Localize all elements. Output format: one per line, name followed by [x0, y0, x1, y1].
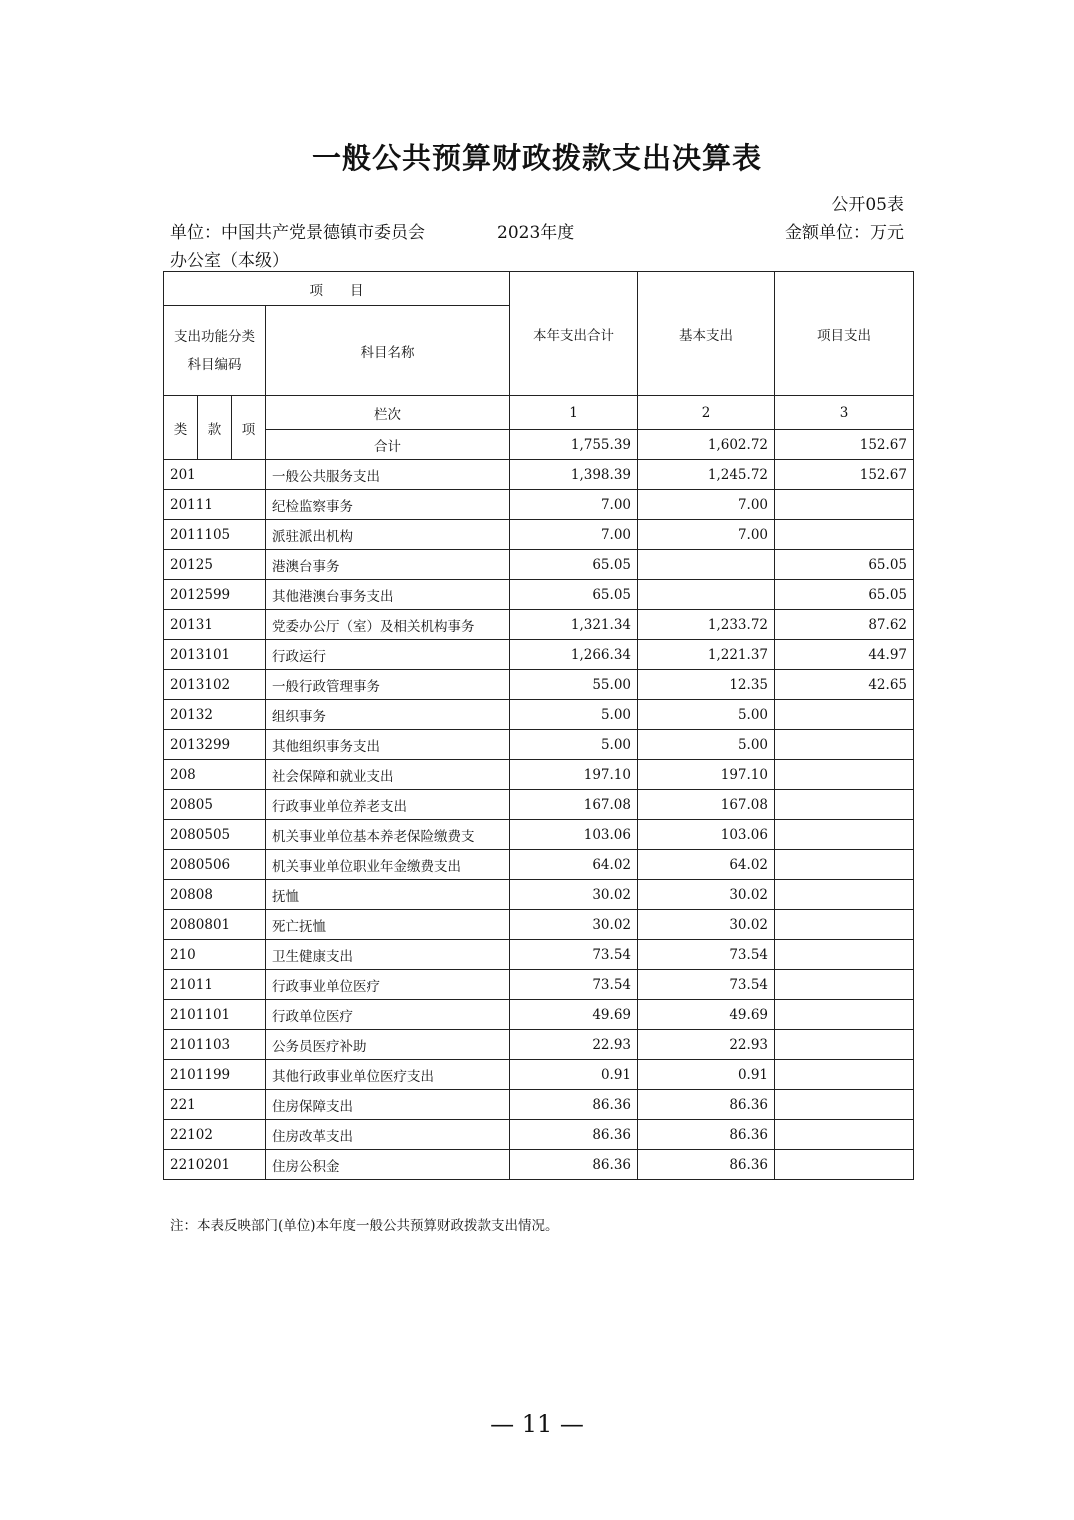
row-project [775, 940, 914, 970]
table-row [164, 520, 914, 550]
row-total: 1,266.34 [510, 640, 638, 670]
row-code: 210 [164, 940, 266, 970]
table-row [164, 910, 914, 940]
row-name: 行政事业单位养老支出 [266, 790, 510, 820]
header-project: 项 目 [164, 272, 510, 306]
table-code: 公开05表 [831, 195, 904, 215]
row-code: 2013101 [164, 640, 266, 670]
table-row [164, 760, 914, 790]
row-code: 208 [164, 760, 266, 790]
row-name: 其他组织事务支出 [266, 730, 510, 760]
row-basic: 49.69 [638, 1000, 775, 1030]
row-total: 73.54 [510, 970, 638, 1000]
header-project-exp: 项目支出 [775, 272, 914, 396]
row-basic: 86.36 [638, 1120, 775, 1150]
row-basic: 22.93 [638, 1030, 775, 1060]
sum-project: 152.67 [775, 430, 914, 460]
row-code: 2012599 [164, 580, 266, 610]
row-basic: 73.54 [638, 940, 775, 970]
row-name: 社会保障和就业支出 [266, 760, 510, 790]
row-total: 73.54 [510, 940, 638, 970]
row-project [775, 730, 914, 760]
money-unit-label: 金额单位：万元 [785, 223, 904, 243]
header-col2: 2 [638, 396, 775, 430]
row-basic: 167.08 [638, 790, 775, 820]
row-project [775, 910, 914, 940]
row-total: 7.00 [510, 520, 638, 550]
row-name: 住房保障支出 [266, 1090, 510, 1120]
row-basic: 5.00 [638, 700, 775, 730]
table-row [164, 940, 914, 970]
row-code: 21011 [164, 970, 266, 1000]
row-basic: 1,245.72 [638, 460, 775, 490]
row-code: 22102 [164, 1120, 266, 1150]
row-code: 2210201 [164, 1150, 266, 1180]
row-project: 87.62 [775, 610, 914, 640]
sum-label: 合计 [266, 430, 510, 460]
row-name: 行政单位医疗 [266, 1000, 510, 1030]
page-number: — 11 — [490, 1410, 584, 1438]
row-code: 221 [164, 1090, 266, 1120]
table-row [164, 610, 914, 640]
table-row [164, 850, 914, 880]
row-project [775, 880, 914, 910]
table-row [164, 1090, 914, 1120]
row-project [775, 520, 914, 550]
row-code: 2013299 [164, 730, 266, 760]
table-row [164, 700, 914, 730]
table-row [164, 460, 914, 490]
row-basic: 7.00 [638, 520, 775, 550]
row-project [775, 490, 914, 520]
header-col3: 3 [775, 396, 914, 430]
row-code: 2011105 [164, 520, 266, 550]
row-project [775, 790, 914, 820]
header-func-code [164, 306, 266, 396]
header-lei: 类 [164, 396, 198, 460]
row-total: 103.06 [510, 820, 638, 850]
row-code: 20125 [164, 550, 266, 580]
row-project: 65.05 [775, 580, 914, 610]
row-basic: 73.54 [638, 970, 775, 1000]
row-project [775, 850, 914, 880]
row-total: 65.05 [510, 580, 638, 610]
row-name: 其他行政事业单位医疗支出 [266, 1060, 510, 1090]
row-project [775, 1030, 914, 1060]
row-project [775, 760, 914, 790]
footnote: 注：本表反映部门(单位)本年度一般公共预算财政拨款支出情况。 [170, 1218, 559, 1234]
row-basic: 0.91 [638, 1060, 775, 1090]
header-basic: 基本支出 [638, 272, 775, 396]
row-name: 住房改革支出 [266, 1120, 510, 1150]
row-total: 49.69 [510, 1000, 638, 1030]
row-basic: 64.02 [638, 850, 775, 880]
row-name: 其他港澳台事务支出 [266, 580, 510, 610]
table-row [164, 1030, 914, 1060]
row-name: 一般行政管理事务 [266, 670, 510, 700]
row-total: 86.36 [510, 1120, 638, 1150]
table-row [164, 490, 914, 520]
page-title: 一般公共预算财政拨款支出决算表 [311, 141, 762, 175]
table-row [164, 670, 914, 700]
header-column-order: 栏次 [266, 396, 510, 430]
row-total: 86.36 [510, 1150, 638, 1180]
row-project: 65.05 [775, 550, 914, 580]
row-code: 2101103 [164, 1030, 266, 1060]
header-col1: 1 [510, 396, 638, 430]
row-name: 港澳台事务 [266, 550, 510, 580]
row-basic: 86.36 [638, 1090, 775, 1120]
row-total: 22.93 [510, 1030, 638, 1060]
row-code: 20805 [164, 790, 266, 820]
row-total: 1,398.39 [510, 460, 638, 490]
sum-total: 1,755.39 [510, 430, 638, 460]
row-project: 44.97 [775, 640, 914, 670]
row-name: 住房公积金 [266, 1150, 510, 1180]
sum-basic: 1,602.72 [638, 430, 775, 460]
table-row [164, 1060, 914, 1090]
row-name: 公务员医疗补助 [266, 1030, 510, 1060]
row-project [775, 1150, 914, 1180]
row-total: 0.91 [510, 1060, 638, 1090]
unit-label: 单位：中国共产党景德镇市委员会 [170, 223, 425, 243]
row-total: 197.10 [510, 760, 638, 790]
table-row [164, 640, 914, 670]
table-row [164, 1120, 914, 1150]
row-project: 42.65 [775, 670, 914, 700]
row-code: 20132 [164, 700, 266, 730]
row-name: 一般公共服务支出 [266, 460, 510, 490]
row-basic: 7.00 [638, 490, 775, 520]
unit-label-line2: 办公室（本级） [170, 251, 289, 271]
row-name: 派驻派出机构 [266, 520, 510, 550]
row-code: 2080505 [164, 820, 266, 850]
row-basic: 30.02 [638, 880, 775, 910]
row-code: 2080801 [164, 910, 266, 940]
row-code: 201 [164, 460, 266, 490]
row-basic: 103.06 [638, 820, 775, 850]
row-name: 抚恤 [266, 880, 510, 910]
row-project [775, 970, 914, 1000]
row-project [775, 1120, 914, 1150]
row-basic [638, 580, 775, 610]
row-name: 组织事务 [266, 700, 510, 730]
row-total: 30.02 [510, 880, 638, 910]
row-name: 党委办公厅（室）及相关机构事务 [266, 610, 510, 640]
row-code: 2101101 [164, 1000, 266, 1030]
year-label: 2023年度 [497, 223, 575, 243]
row-basic: 197.10 [638, 760, 775, 790]
row-name: 卫生健康支出 [266, 940, 510, 970]
row-basic: 5.00 [638, 730, 775, 760]
row-total: 5.00 [510, 730, 638, 760]
row-name: 行政事业单位医疗 [266, 970, 510, 1000]
row-code: 2101199 [164, 1060, 266, 1090]
row-project: 152.67 [775, 460, 914, 490]
row-code: 20131 [164, 610, 266, 640]
row-total: 65.05 [510, 550, 638, 580]
row-total: 1,321.34 [510, 610, 638, 640]
row-basic: 30.02 [638, 910, 775, 940]
budget-table [163, 271, 914, 1180]
table-row [164, 790, 914, 820]
header-xiang: 项 [232, 396, 266, 460]
row-code: 20111 [164, 490, 266, 520]
row-name: 机关事业单位基本养老保险缴费支 [266, 820, 510, 850]
table-row [164, 550, 914, 580]
table-row [164, 1150, 914, 1180]
header-kuan: 款 [198, 396, 232, 460]
row-basic: 86.36 [638, 1150, 775, 1180]
row-name: 死亡抚恤 [266, 910, 510, 940]
table-row [164, 880, 914, 910]
table-row [164, 580, 914, 610]
row-code: 2013102 [164, 670, 266, 700]
row-basic: 12.35 [638, 670, 775, 700]
row-basic: 1,221.37 [638, 640, 775, 670]
row-name: 纪检监察事务 [266, 490, 510, 520]
table-row [164, 820, 914, 850]
row-name: 机关事业单位职业年金缴费支出 [266, 850, 510, 880]
table-row [164, 1000, 914, 1030]
row-total: 55.00 [510, 670, 638, 700]
row-code: 20808 [164, 880, 266, 910]
table-row [164, 730, 914, 760]
header-subject-name: 科目名称 [266, 306, 510, 396]
row-code: 2080506 [164, 850, 266, 880]
row-project [775, 820, 914, 850]
header-total: 本年支出合计 [510, 272, 638, 396]
row-total: 30.02 [510, 910, 638, 940]
row-total: 167.08 [510, 790, 638, 820]
row-total: 7.00 [510, 490, 638, 520]
row-project [775, 700, 914, 730]
row-project [775, 1000, 914, 1030]
header-func-code-text: 支出功能分类科目编码 [174, 328, 255, 373]
row-basic [638, 550, 775, 580]
row-project [775, 1090, 914, 1120]
row-project [775, 1060, 914, 1090]
row-name: 行政运行 [266, 640, 510, 670]
row-total: 64.02 [510, 850, 638, 880]
table-row [164, 970, 914, 1000]
row-total: 5.00 [510, 700, 638, 730]
row-basic: 1,233.72 [638, 610, 775, 640]
row-total: 86.36 [510, 1090, 638, 1120]
